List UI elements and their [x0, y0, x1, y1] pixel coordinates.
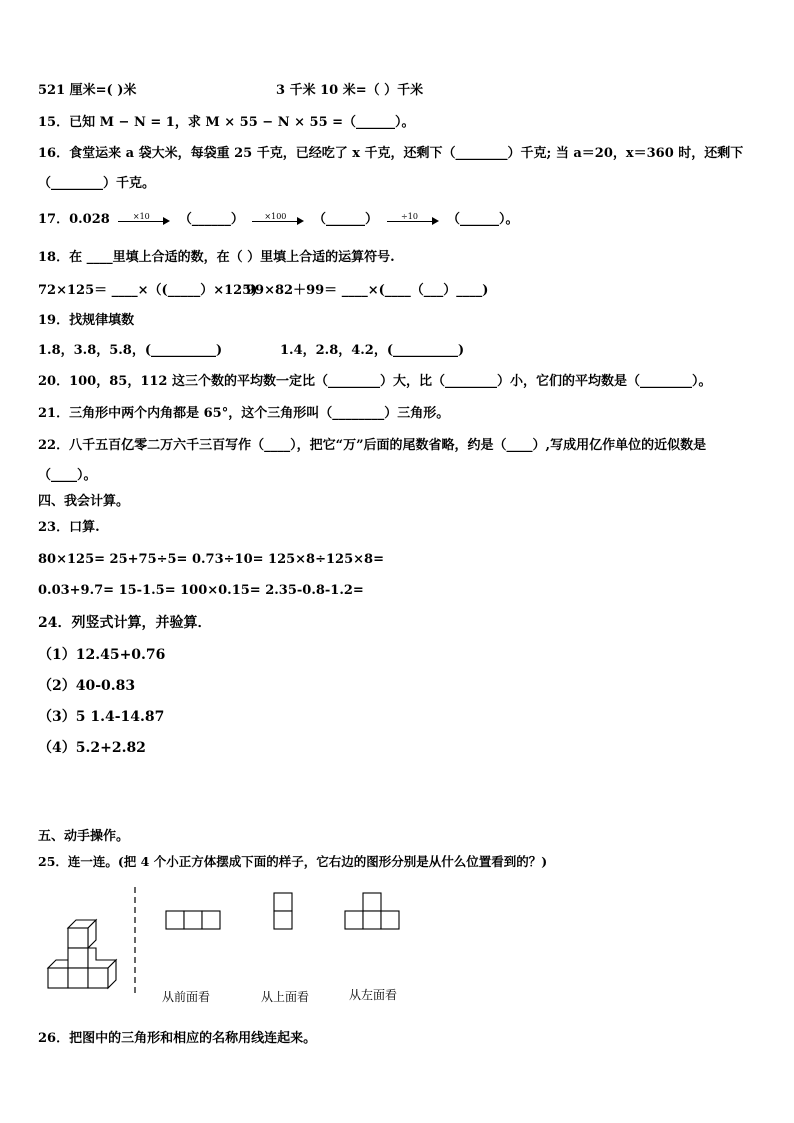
question-24: 24．列竖式计算，并验算． [38, 615, 212, 631]
question-18-b: 99×82＋99＝ ____×(____（___）____) [246, 283, 489, 298]
question-19: 19．找规律填数 [38, 313, 135, 328]
question-20: 20．100，85，112 这三个数的平均数一定比（________）大，比（________）小，它们的平均数是（________）。 [38, 374, 712, 389]
question-21: 21．三角形中两个内角都是 65°，这个三角形叫（________）三角形。 [38, 406, 450, 421]
question-26: 26．把图中的三角形和相应的名称用线连起来。 [38, 1031, 317, 1046]
question-16-line1: 16．食堂运来 a 袋大米，每袋重 25 千克，已经吃了 x 千克，还剩下（________）千克; 当 a＝20，x＝360 时，还剩下 [38, 146, 744, 161]
left-view-figure [345, 893, 399, 929]
q14-line-a: 521 厘米=( )米 [38, 83, 137, 98]
q17-blank-3: （______）。 [447, 212, 519, 227]
q17-blank-2: （______） [312, 212, 378, 227]
question-22-line2: （____）。 [38, 468, 97, 483]
q17-blank-1: （______） [178, 212, 244, 227]
question-23-row2: 0.03+9.7= 15-1.5= 100×0.15= 2.35-0.8-1.2= [38, 583, 364, 598]
cube-stack [48, 920, 116, 988]
question-24-2: （2）40-0.83 [38, 678, 136, 694]
q17-start: 17．0.028 [38, 212, 110, 227]
question-23-row1: 80×125= 25+75÷5= 0.73÷10= 125×8÷125×8= [38, 552, 384, 567]
question-18-a: 72×125＝ ____×（(_____）×125) [38, 283, 258, 298]
q14-line-b: 3 千米 10 米=（ ）千米 [276, 83, 424, 98]
question-15: 15．已知 M − N = 1，求 M × 55 − N × 55 =（______）。 [38, 115, 415, 130]
arrow-icon: ×100 [252, 213, 304, 227]
question-18: 18．在 ____里填上合适的数，在（ ）里填上合适的运算符号. [38, 250, 395, 265]
section-4-title: 四、我会计算。 [38, 494, 130, 509]
arrow-icon: ×10 [118, 213, 170, 227]
caption-front: 从前面看 [162, 990, 211, 1004]
question-19-b: 1.4，2.8，4.2，(__________) [280, 343, 465, 358]
question-24-1: （1）12.45+0.76 [38, 647, 166, 663]
question-22-line1: 22．八千五百亿零二万六千三百写作（____），把它“万”后面的尾数省略，约是（____）,写成用亿作单位的近似数是 [38, 438, 707, 453]
question-24-3: （3）5 1.4-14.87 [38, 709, 165, 725]
question-16-line2: （________）千克。 [38, 176, 156, 191]
top-view-figure [274, 893, 292, 929]
front-view-figure [166, 911, 220, 929]
question-17 [38, 211, 519, 229]
section-5-title: 五、动手操作。 [38, 829, 130, 844]
caption-top: 从上面看 [261, 990, 310, 1004]
arrow-icon: ÷10 [387, 213, 439, 227]
question-19-a: 1.8，3.8，5.8，(__________) [38, 343, 223, 358]
question-24-4: （4）5.2+2.82 [38, 740, 146, 756]
question-25: 25．连一连。(把 4 个小正方体摆成下面的样子，它右边的图形分别是从什么位置看到的？) [38, 854, 548, 869]
caption-left: 从左面看 [349, 988, 398, 1002]
question-23: 23．口算. [38, 520, 100, 535]
